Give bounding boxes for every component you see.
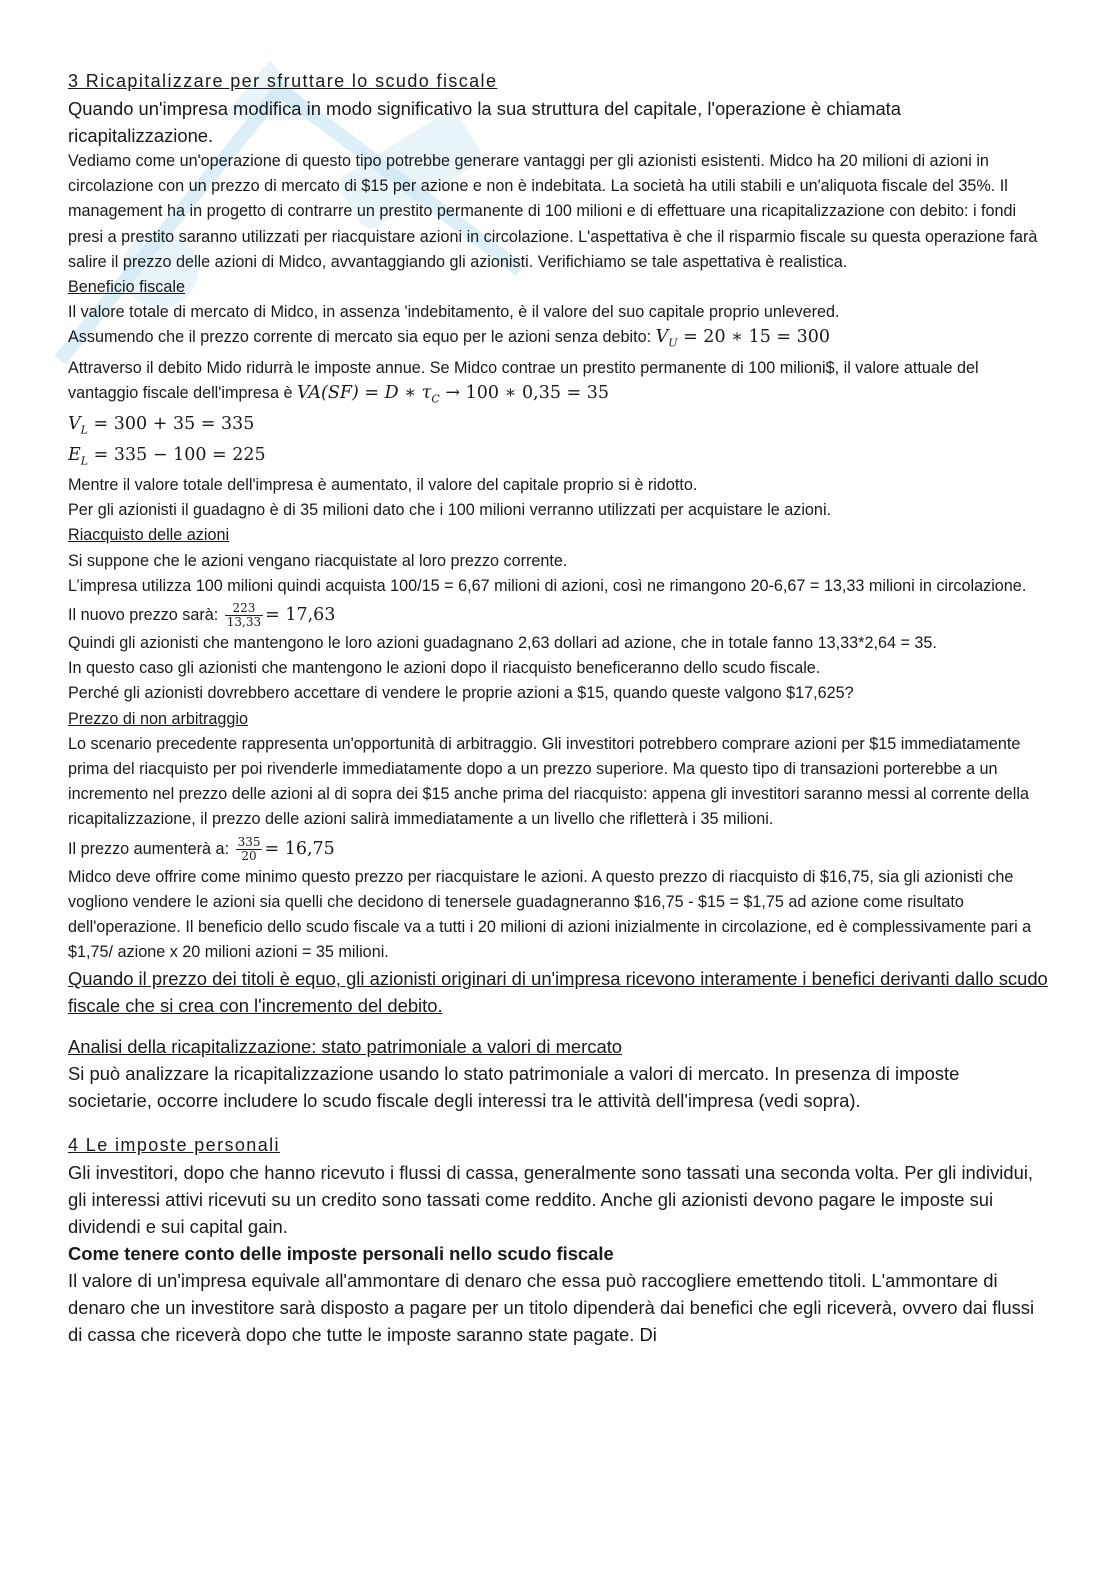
arbitraggio-line-3: Midco deve offrire come minimo questo prezzo per riacquistare le azioni. A questo prezzo di riacquisto di $16,75, sia gli azionisti che vogliono vendere le azioni sia quelli che decidono di tenersele guadagneranno $16,75 - $15 = $1,75 ad azione come risultato dell'operazione. Il beneficio dello scudo fiscale va a tutti i 20 milioni di azioni inizialmente in circolazione, ed è complessivamente pari a $1,75/ azione x 20 milioni azioni = 35 milioni. — [68, 867, 1032, 962]
vl-equation: $V_L = 300 + 35 = 335$ — [68, 414, 255, 437]
heading-analisi: Analisi della ricapitalizzazione: stato patrimoniale a valori di mercato — [68, 1036, 623, 1058]
document-page — [68, 68, 1048, 1348]
tax-shield-equation: VA(SF) = D ∗ $\tau_C \to 100$ ∗ 0,35 = 35 — [296, 383, 610, 406]
vu-equation: $V_U = 20$ ∗ 15 = 300 — [655, 327, 831, 350]
heading-riacquisto: Riacquisto delle azioni — [68, 526, 230, 545]
section-4-title: 4 Le imposte personali — [68, 1135, 280, 1156]
section-4-bold-heading: Come tenere conto delle imposte personali nello scudo fiscale — [68, 1243, 614, 1265]
section-4-body: Gli investitori, dopo che hanno ricevuto i flussi di cassa, generalmente sono tassati una seconda volta. Per gli individui, gli interessi attivi ricevuti su un credito sono tassati come reddito. Anche gli azionisti devono pagare le imposte sui dividendi e sui capital gain. — [68, 1162, 1034, 1238]
beneficio-line-3 — [68, 356, 1048, 412]
new-price-fraction: $\frac{223}{13,33}$ — [226, 601, 262, 630]
riacquisto-line-2: L’impresa utilizza 100 milioni quindi acquista 100/15 = 6,67 milioni di azioni, così ne rimangono 20-6,67 = 13,33 milioni in circolazione. — [68, 576, 1027, 595]
beneficio-line-2-text: Assumendo che il prezzo corrente di mercato sia equo per le azioni senza debito: — [68, 328, 656, 347]
riacquisto-line-6: Perché gli azionisti dovrebbero accettare di vendere le proprie azioni a $15, quando queste valgono $17,625? — [68, 684, 854, 703]
arbitrage-price-value: = 16,75 — [264, 838, 335, 859]
section-4-body-2: Il valore di un'impresa equivale all'ammontare di denaro che essa può raccogliere emettendo titoli. L'ammontare di denaro che un investitore sarà disposto a pagare per un titolo dipenderà dai benefici che egli riceverà, ovvero dai flussi di cassa che riceverà dopo che tutte le imposte saranno state pagate. Di — [68, 1270, 1035, 1346]
riacquisto-line-1: Si suppone che le azioni vengano riacquistate al loro prezzo corrente. — [68, 551, 568, 570]
beneficio-line-4: Mentre il valore totale dell'impresa è aumentato, il valore del capitale proprio si è ridotto. — [68, 476, 698, 495]
analisi-body: Si può analizzare la ricapitalizzazione usando lo stato patrimoniale a valori di mercato. In presenza di imposte societarie, occorre includere lo scudo fiscale degli interessi tra le attività dell'impresa (vedi sopra). — [68, 1063, 960, 1112]
section-3-intro: Quando un'impresa modifica in modo significativo la sua struttura del capitale, l'operazione è chiamata ricapitalizzazione. — [68, 98, 902, 146]
riacquisto-line-3-text: Il nuovo prezzo sarà: — [68, 606, 223, 625]
arbitrage-price-fraction: $\frac{335}{20}$ — [237, 834, 261, 863]
riacquisto-line-4: Quindi gli azionisti che mantengono le loro azioni guadagnano 2,63 dollari ad azione, che in totale fanno 13,33*2,64 = 35. — [68, 634, 937, 653]
beneficio-line-3-text: Attraverso il debito Mido ridurrà le imposte annue. Se Midco contrae un prestito permanente di 100 milioni$, il valore attuale del vantaggio fiscale dell'impresa è — [68, 359, 979, 403]
el-equation: $E_L = 335 - 100 = 225$ — [68, 444, 266, 468]
section-3-body: Vediamo come un'operazione di questo tipo potrebbe generare vantaggi per gli azionisti esistenti. Midco ha 20 milioni di azioni in circolazione con un prezzo di mercato di $15 per azione e non è indebitata. La società ha utili stabili e un'aliquota fiscale del 35%. Il management ha in progetto di contrarre un prestito permanente di 100 milioni e di effettuare una ricapitalizzazione con debito: i fondi presi a prestito saranno utilizzati per riacquistare azioni in circolazione. L'aspettativa è che il risparmio fiscale su questa operazione farà salire il prezzo delle azioni di Midco, avvantaggiando gli azionisti. Verifichiamo se tale aspettativa è realistica. — [68, 152, 1038, 271]
beneficio-line-5: Per gli azionisti il guadagno è di 35 milioni dato che i 100 milioni verranno utilizzati per acquistare le azioni. — [68, 501, 832, 520]
new-price-value: = 17,63 — [265, 605, 336, 626]
heading-beneficio-fiscale: Beneficio fiscale — [68, 278, 185, 297]
heading-arbitraggio: Prezzo di non arbitraggio — [68, 709, 248, 728]
arbitraggio-line-2 — [68, 833, 1048, 865]
beneficio-line-1: Il valore totale di mercato di Midco, in assenza 'indebitamento, è il valore del suo capitale proprio unlevered. — [68, 303, 840, 322]
arbitraggio-line-1: Lo scenario precedente rappresenta un'opportunità di arbitraggio. Gli investitori potrebbero comprare azioni per $15 immediatamente prima del riacquisto per poi rivenderle immediatamente dopo a un prezzo superiore. Ma questo tipo di transazioni porterebbe a un incremento nel prezzo delle azioni al di sopra dei $15 anche prima del riacquisto: appena gli investitori saranno messi al corrente della ricapitalizzazione, il prezzo delle azioni salirà immediatamente a un livello che rifletterà i 35 milioni. — [68, 734, 1029, 829]
arbitraggio-conclusion: Quando il prezzo dei titoli è equo, gli azionisti originari di un'impresa ricevono interamente i benefici derivanti dallo scudo fiscale che si crea con l'incremento del debito. — [68, 968, 1048, 1017]
arbitraggio-line-2-text: Il prezzo aumenterà a: — [68, 839, 234, 858]
beneficio-line-2 — [68, 325, 1048, 356]
riacquisto-line-3 — [68, 599, 1048, 631]
section-3-title: 3 Ricapitalizzare per sfruttare lo scudo fiscale — [68, 71, 498, 91]
riacquisto-line-5: In questo caso gli azionisti che mantengono le azioni dopo il riacquisto beneficeranno dello scudo fiscale. — [68, 659, 821, 678]
